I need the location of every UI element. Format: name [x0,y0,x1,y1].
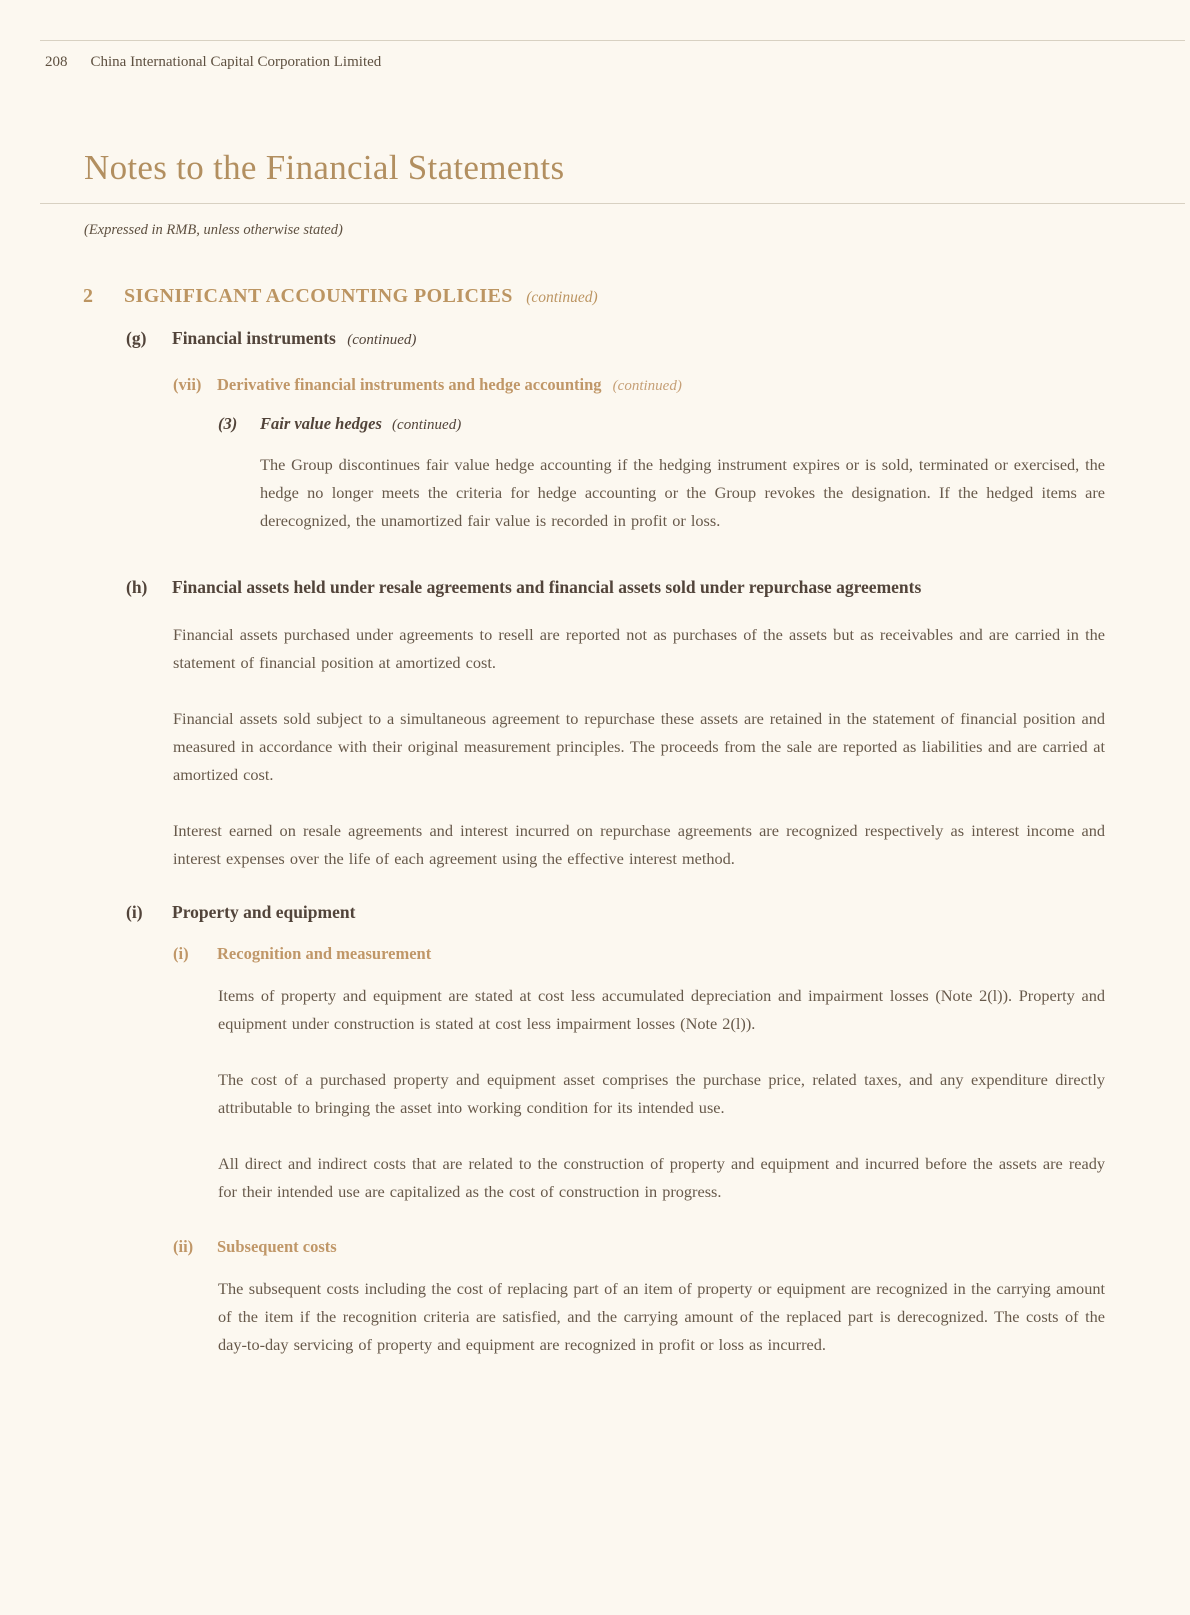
clause-ii-title: Subsequent costs [217,1237,337,1256]
header-rule [40,40,1185,41]
subsection-i-marker: (i) [126,902,143,922]
clause-vii-continued: (continued) [612,378,682,394]
title-rule [40,203,1185,204]
clause-vii-title-wrap [217,374,682,397]
page-number: 208 [45,54,68,70]
currency-note: (Expressed in RMB, unless otherwise stated) [84,222,343,238]
page-header [45,53,1190,71]
clause-i-paragraph-3: All direct and indirect costs that are related to the construction of property and equipment and incurred before the assets are ready for their intended use are capitalized as the cost of construction in progress. [218,1154,1105,1201]
subsection-g-title-wrap [172,324,416,355]
subsection-h-heading [126,573,1105,602]
document-title: Notes to the Financial Statements [84,148,565,187]
subsection-h-paragraph-1: Financial assets purchased under agreements to resell are reported not as purchases of the assets but as receivables and are carried in the statement of financial position at amortized cost. [173,625,1105,672]
item-3-marker: (3) [218,414,238,433]
subsection-h-paragraph-3: Interest earned on resale agreements and interest incurred on repurchase agreements are recognized respectively as interest income and interest expenses over the life of each agreement using the effective interest method. [173,821,1105,868]
company-name: China International Capital Corporation Limited [90,54,382,70]
item-3-title-wrap [260,413,461,436]
clause-i-marker: (i) [173,944,189,963]
clause-i-paragraph-2: The cost of a purchased property and equipment asset comprises the purchase price, related taxes, and any expenditure directly attributable to bringing the asset into working condition for its intended use. [218,1070,1105,1117]
section-2-heading [83,283,1105,311]
subsection-h-title: Financial assets held under resale agreements and financial assets sold under repurchase agreements [172,577,922,597]
subsection-h-marker: (h) [126,577,148,597]
subsection-h-paragraph-2: Financial assets sold subject to a simultaneous agreement to repurchase these assets are retained in the statement of financial position and measured in accordance with their original measurement principles. The proceeds from the sale are reported as liabilities and are carried at amortized cost. [173,709,1105,784]
clause-vii-marker: (vii) [173,375,202,394]
clause-i-paragraph-1: Items of property and equipment are stated at cost less accumulated depreciation and impairment losses (Note 2(l)). Property and equipment under construction is stated at cost less impairment losses (Note 2(l)). [218,986,1105,1033]
subsection-i-title: Property and equipment [172,902,356,922]
clause-i-heading [173,943,1105,965]
clause-i-title: Recognition and measurement [217,944,432,963]
clause-ii-marker: (ii) [173,1237,194,1256]
item-3-paragraph: The Group discontinues fair value hedge accounting if the hedging instrument expires or is sold, terminated or exercised, the hedge no longer meets the criteria for hedge accounting or the Group revokes the designation. If the hedged items are derecognized, the unamortized fair value is recorded in profit or loss. [260,455,1105,530]
clause-vii-heading [173,374,1105,397]
item-3-heading [218,413,1105,436]
section-number: 2 [83,285,94,307]
clause-ii-paragraph-1: The subsequent costs including the cost of replacing part of an item of property or equipment are recognized in the carrying amount of the item if the recognition criteria are satisfied, and the carrying amount of the replaced part is derecognized. The costs of the day-to-day servicing of property and equipment are recognized in profit or loss as incurred. [218,1279,1105,1354]
subsection-g-title: Financial instruments [172,328,336,348]
section-title-wrap [124,283,598,311]
clause-ii-heading [173,1236,1105,1258]
clause-vii-title: Derivative financial instruments and hedge accounting [217,375,602,394]
item-3-title: Fair value hedges [260,414,382,433]
item-3-continued: (continued) [392,417,462,433]
subsection-g-marker: (g) [126,328,147,348]
section-continued: (continued) [526,289,598,306]
subsection-g-heading [126,324,1105,355]
subsection-g-continued: (continued) [347,332,417,348]
section-title: SIGNIFICANT ACCOUNTING POLICIES [124,285,513,307]
subsection-i-heading [126,898,1105,927]
